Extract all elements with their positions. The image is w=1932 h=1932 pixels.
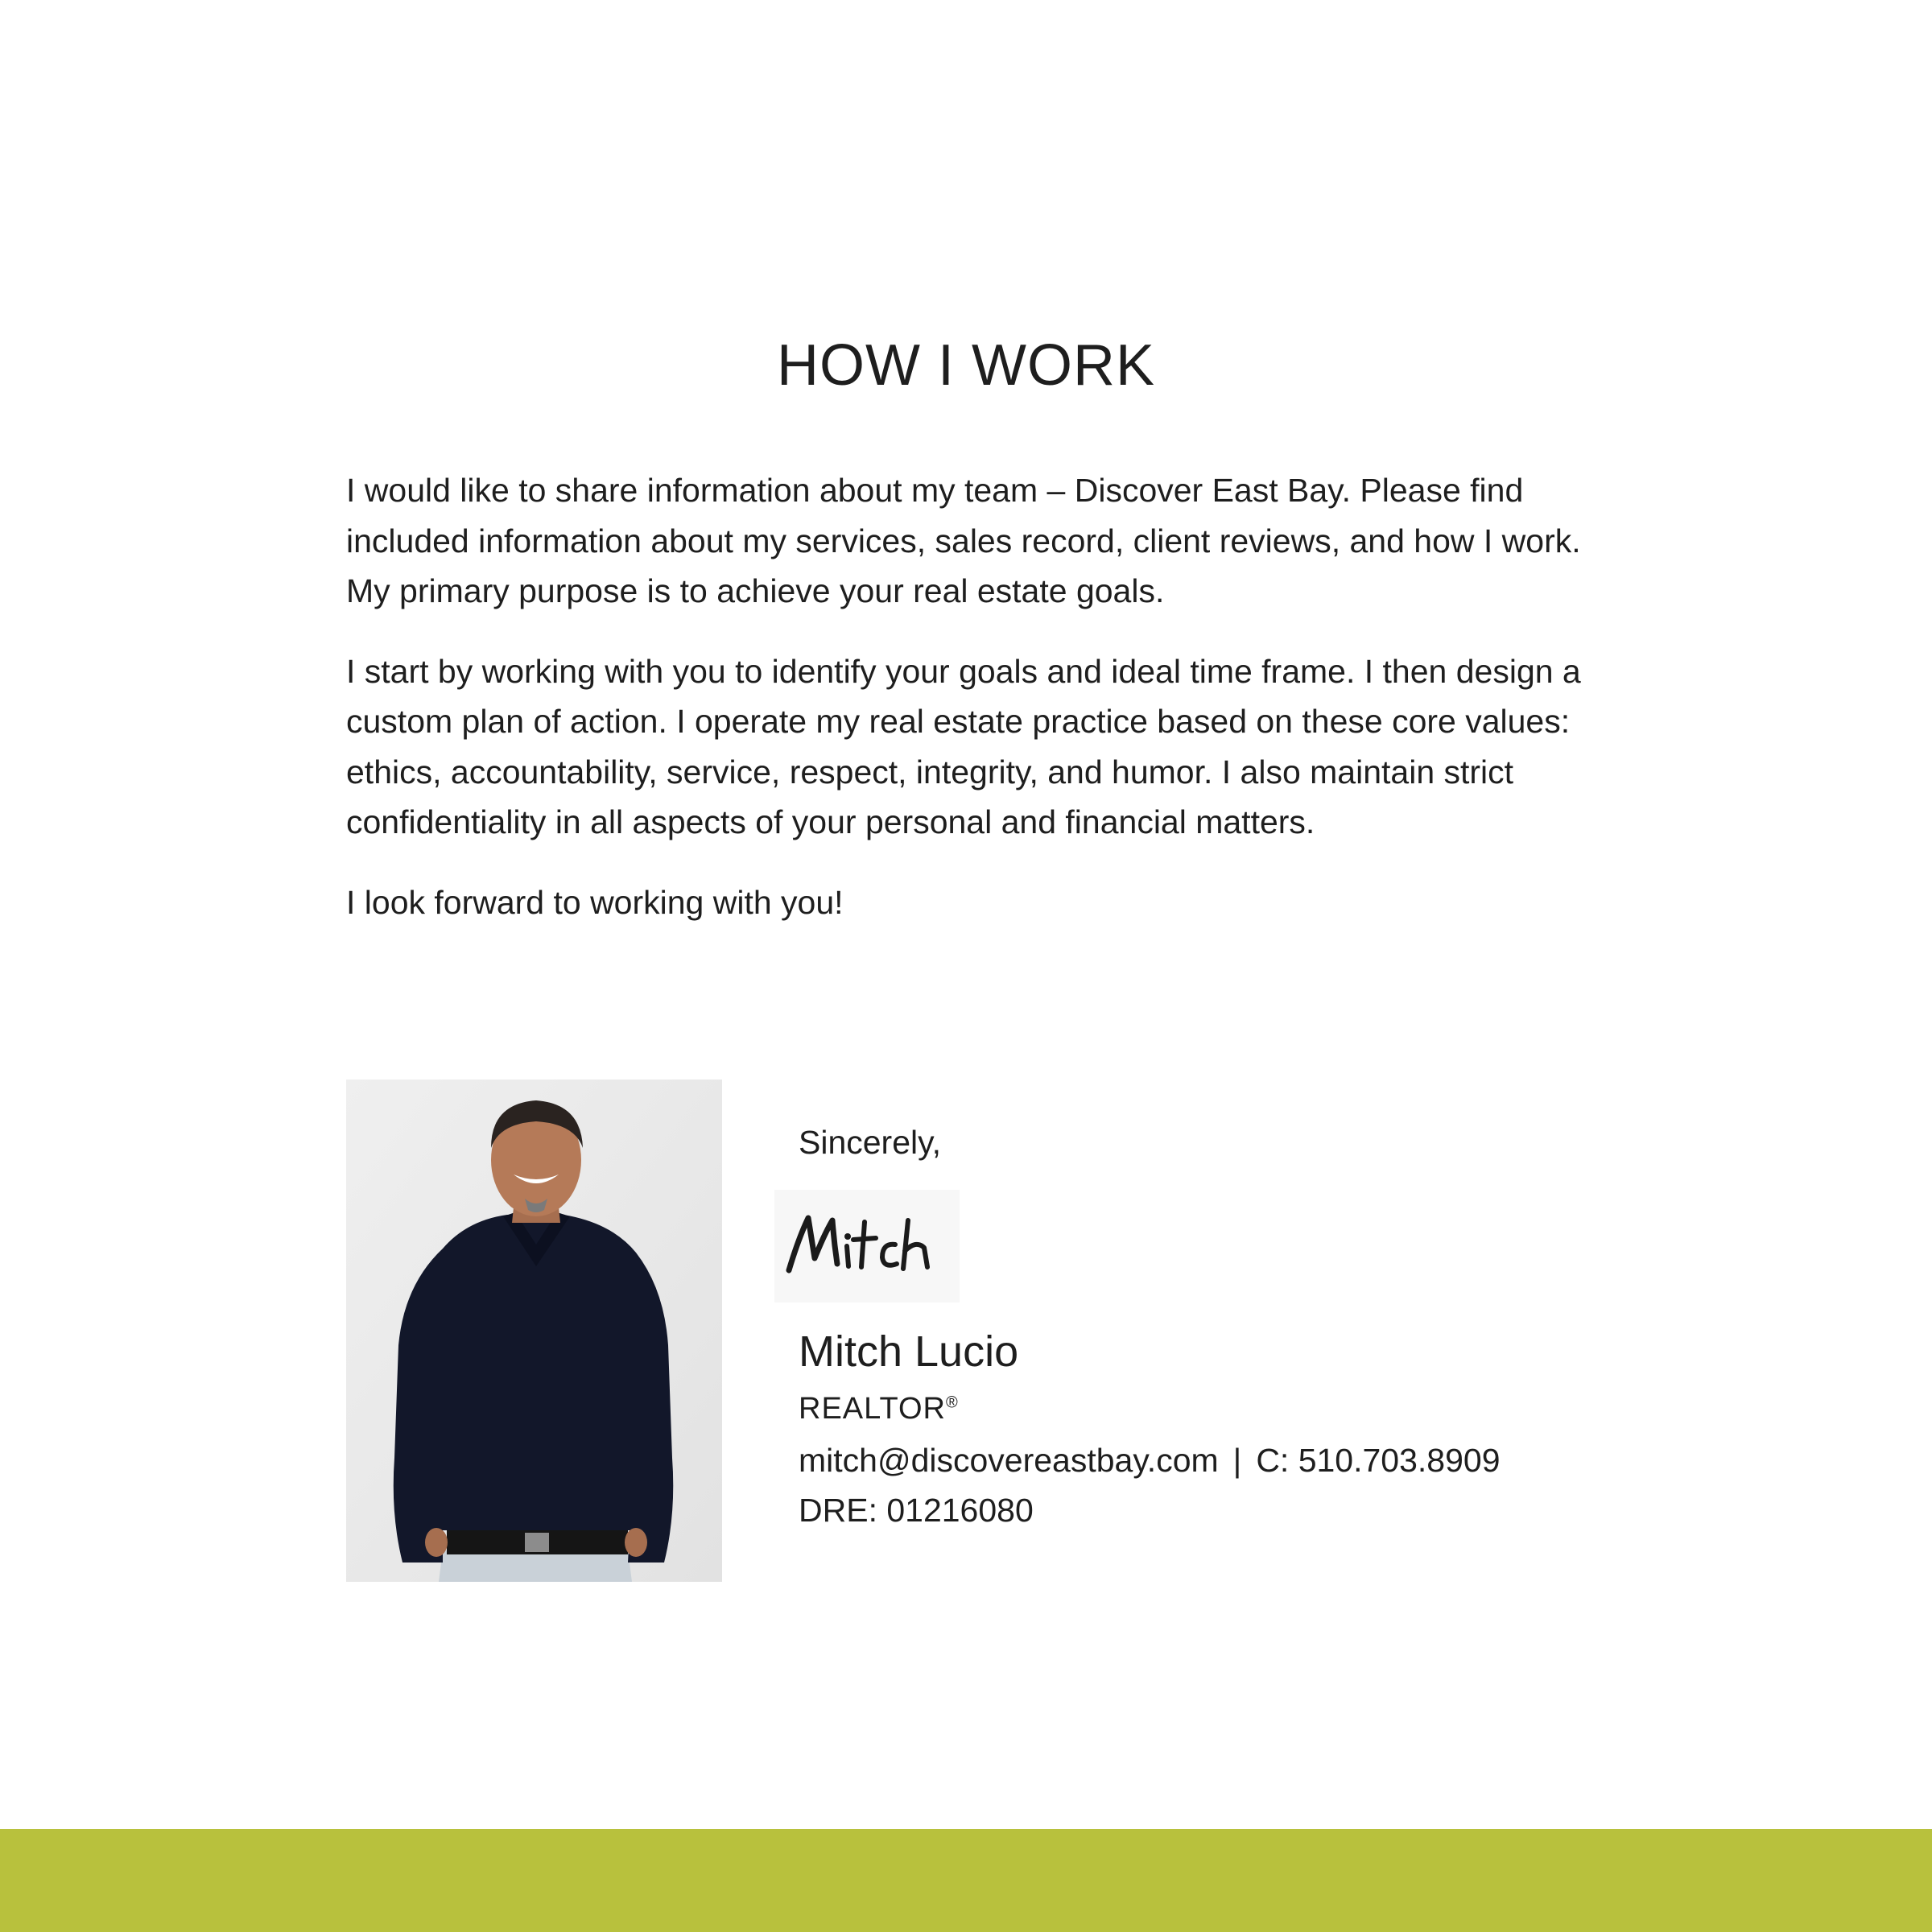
contact-line <box>799 1441 1501 1480</box>
page-title: HOW I WORK <box>777 333 1155 398</box>
footer-bar <box>0 1829 1932 1932</box>
agent-photo <box>346 1080 722 1582</box>
phone-number[interactable]: C: 510.703.8909 <box>1256 1442 1501 1479</box>
agent-title-text: REALTOR <box>799 1392 946 1426</box>
registered-mark: ® <box>945 1393 959 1412</box>
handwritten-signature-icon <box>774 1190 960 1302</box>
paragraph-intro: I would like to share information about my team – Discover East Bay. Please find included information about my services, sales record, client reviews, and how I work. My primary purpose is to achieve your real estate goals. <box>346 472 1581 609</box>
email-link[interactable]: mitch@discovereastbay.com <box>799 1442 1219 1479</box>
closing-salutation: Sincerely, <box>799 1124 941 1161</box>
agent-name: Mitch Lucio <box>799 1327 1019 1376</box>
signature-image <box>774 1190 960 1302</box>
license-number: DRE: 01216080 <box>799 1492 1034 1529</box>
paragraph-process: I start by working with you to identify your goals and ideal time frame. I then design a custom plan of action. I operate my real estate practice based on these core values: ethics, accountability, service, respect, integrity, and humor. I also maintain strict confidentiality in all aspects of your personal and financial matters. <box>346 652 1581 840</box>
agent-portrait-icon <box>346 1080 722 1582</box>
paragraph-closing: I look forward to working with you! <box>346 883 844 921</box>
agent-title <box>799 1391 959 1428</box>
contact-separator: | <box>1232 1442 1242 1479</box>
intro-text <box>346 465 1602 957</box>
